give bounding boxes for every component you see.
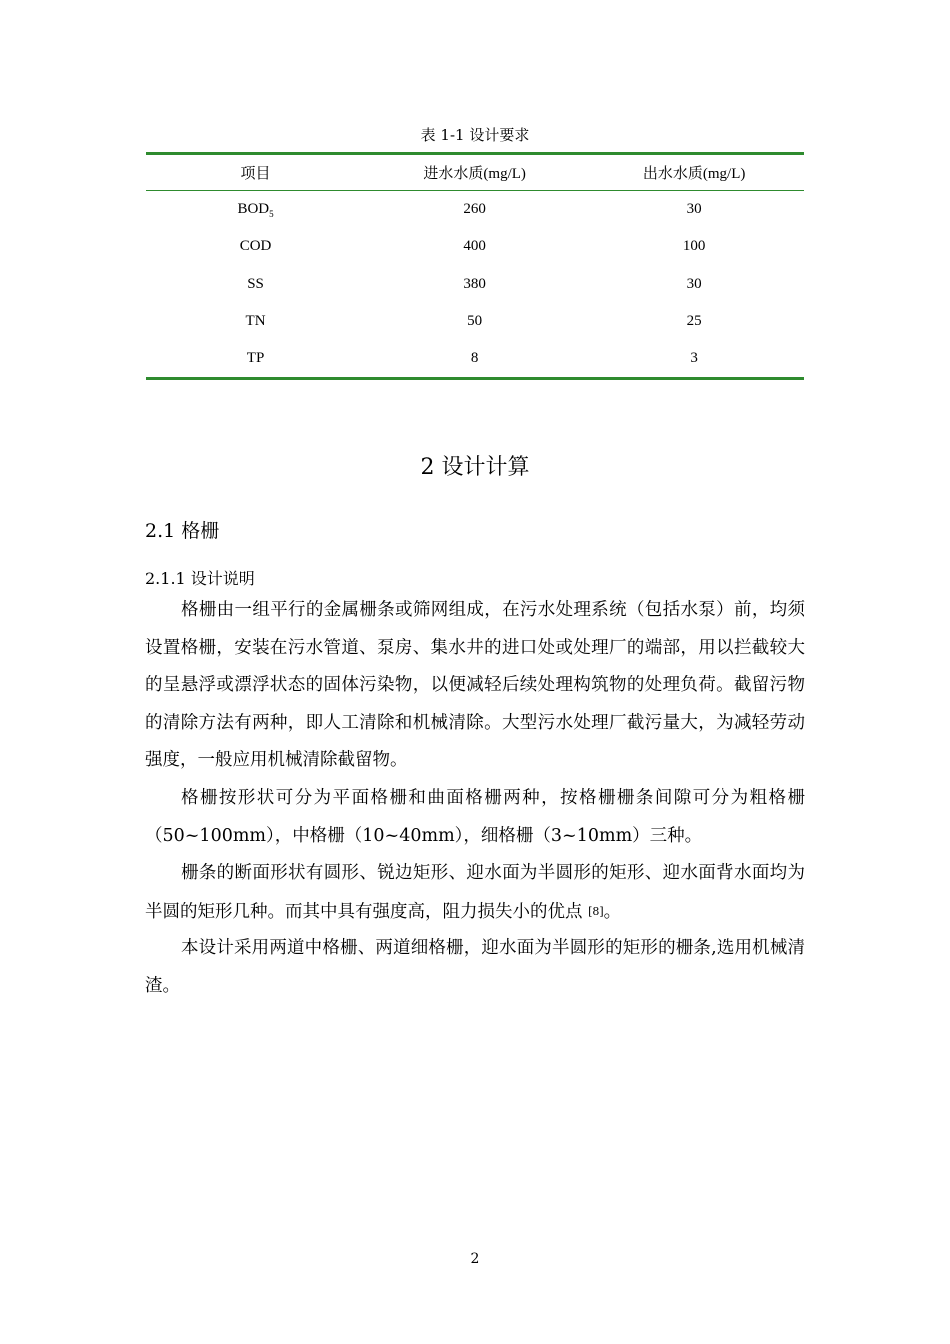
subscript: 5	[269, 208, 274, 219]
table-row	[146, 266, 804, 304]
subsection-title: 2.1.1 设计说明	[145, 569, 255, 588]
paragraph-bar-shapes: 栅条的断面形状有圆形、锐边矩形、迎水面为半圆形的矩形、迎水面背水面均为半圆的矩形几种。而其中具有强度高，阻力损失小的优点 [8]。	[145, 863, 805, 922]
table-row	[146, 341, 804, 379]
column-header-outflow: 出水水质(mg/L)	[584, 154, 804, 191]
table-row	[146, 303, 804, 341]
cell-inflow: 50	[467, 313, 483, 330]
cell-item: SS	[247, 275, 264, 292]
table-row	[146, 191, 804, 229]
table-caption: 表 1-1 设计要求	[420, 126, 530, 144]
cell-item: $BOD_5$	[237, 200, 274, 219]
cell-item: TN	[245, 313, 266, 330]
table-header-row	[146, 154, 804, 191]
section-title: 2.1 格栅	[145, 520, 220, 542]
cell-inflow: 380	[463, 275, 486, 292]
design-requirements-table	[146, 152, 804, 380]
paragraph-grille-description: 格栅由一组平行的金属栅条或筛网组成，在污水处理系统（包括水泵）前，均须设置格栅，安装在污水管道、泵房、集水井的进口处或处理厂的端部，用以拦截较大的呈悬浮或漂浮状态的固体污染物，以便减轻后续处理构筑物的处理负荷。截留污物的清除方法有两种，即人工清除和机械清除。大型污水处理厂截污量大，为减轻劳动强度，一般应用机械清除截留物。	[145, 600, 805, 770]
cell-outflow: 3	[584, 341, 804, 379]
cell-outflow: 25	[686, 313, 702, 330]
cell-inflow: 8	[365, 341, 584, 379]
cell-outflow: 30	[686, 201, 702, 217]
cell-inflow: 260	[463, 201, 486, 217]
page-number: 2	[470, 1251, 480, 1267]
cell-inflow: 400	[463, 238, 486, 255]
paragraph-design-choice: 本设计采用两道中格栅、两道细格栅，迎水面为半圆形的矩形的栅条,选用机械清渣。	[145, 938, 805, 996]
table-row	[146, 228, 804, 266]
cell-outflow: 30	[686, 275, 702, 292]
paragraph-grille-types: 格栅按形状可分为平面格栅和曲面格栅两种，按格栅栅条间隙可分为粗格栅（50~100mm），中格栅（10~40mm），细格栅（3~10mm）三种。	[145, 788, 805, 846]
chapter-title: 2 设计计算	[420, 455, 530, 480]
citation-ref: [8]	[588, 904, 604, 918]
cell-outflow: 100	[682, 238, 706, 255]
cell-item: TP	[146, 341, 365, 379]
column-header-item: 项目	[146, 154, 365, 191]
column-header-inflow: 进水水质(mg/L)	[365, 154, 584, 191]
cell-item: COD	[239, 238, 272, 255]
